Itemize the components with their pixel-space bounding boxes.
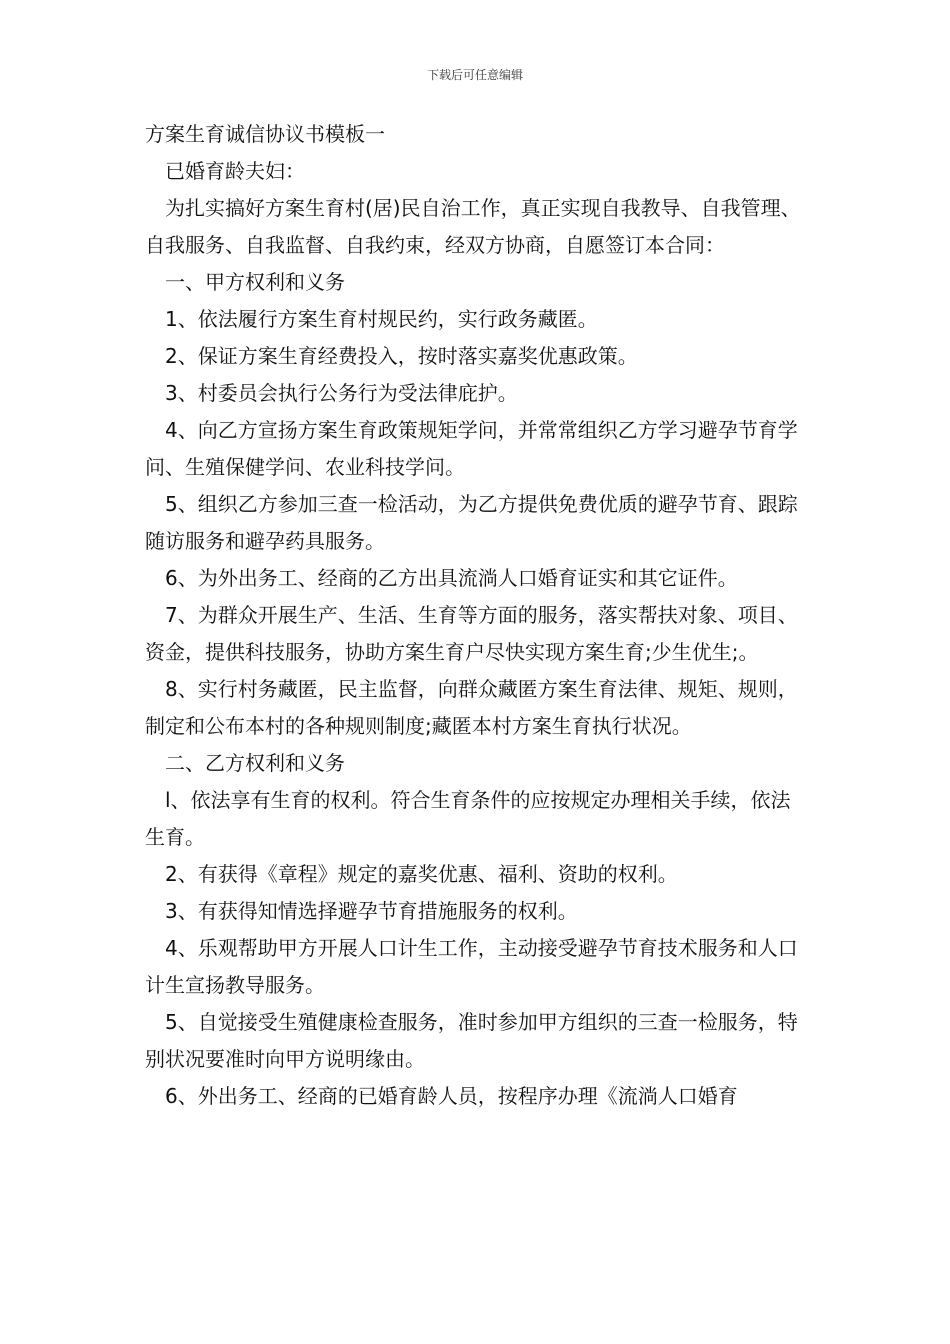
section-heading: 一、甲方权利和义务	[165, 270, 345, 294]
section-heading: 二、乙方权利和义务	[165, 751, 345, 775]
list-item: 4、向乙方宣扬方案生育政策规矩学问，并常常组织乙方学习避孕节育学问、生殖保健学问、农业科技学问。	[145, 418, 798, 479]
header-note: 下载后可任意编辑	[426, 68, 523, 82]
document-body	[145, 116, 810, 1115]
document-title: 方案生育诚信协议书模板一	[145, 122, 385, 146]
list-item: 5、组织乙方参加三查一检活动，为乙方提供免费优质的避孕节育、跟踪随访服务和避孕药具服务。	[145, 492, 798, 553]
list-item: 6、外出务工、经商的已婚育龄人员，按程序办理《流淌人口婚育	[165, 1084, 738, 1108]
list-item: 4、乐观帮助甲方开展人口计生工作，主动接受避孕节育技术服务和人口计生宣扬教导服务。	[145, 936, 798, 997]
list-item: l、依法享有生育的权利。符合生育条件的应按规定办理相关手续，依法生育。	[145, 788, 791, 849]
salutation: 已婚育龄夫妇：	[165, 159, 305, 183]
list-item: 1、依法履行方案生育村规民约，实行政务藏匿。	[165, 307, 598, 331]
list-item: 2、保证方案生育经费投入，按时落实嘉奖优惠政策。	[165, 344, 638, 368]
list-item: 3、有获得知情选择避孕节育措施服务的权利。	[165, 899, 578, 923]
list-item: 2、有获得《章程》规定的嘉奖优惠、福利、资助的权利。	[165, 862, 678, 886]
list-item: 5、自觉接受生殖健康检查服务，准时参加甲方组织的三查一检服务，特别状况要准时向甲方说明缘由。	[145, 1010, 798, 1071]
list-item: 8、实行村务藏匿，民主监督，向群众藏匿方案生育法律、规矩、规则，制定和公布本村的各种规则制度;藏匿本村方案生育执行状况。	[145, 677, 798, 738]
intro-paragraph: 为扎实搞好方案生育村(居)民自治工作，真正实现自我教导、自我管理、自我服务、自我监督、自我约束，经双方协商，自愿签订本合同：	[145, 196, 801, 257]
list-item: 7、为群众开展生产、生活、生育等方面的服务，落实帮扶对象、项目、资金，提供科技服务，协助方案生育户尽快实现方案生育;少生优生;。	[145, 603, 798, 664]
list-item: 6、为外出务工、经商的乙方出具流淌人口婚育证实和其它证件。	[165, 566, 738, 590]
list-item: 3、村委员会执行公务行为受法律庇护。	[165, 381, 518, 405]
